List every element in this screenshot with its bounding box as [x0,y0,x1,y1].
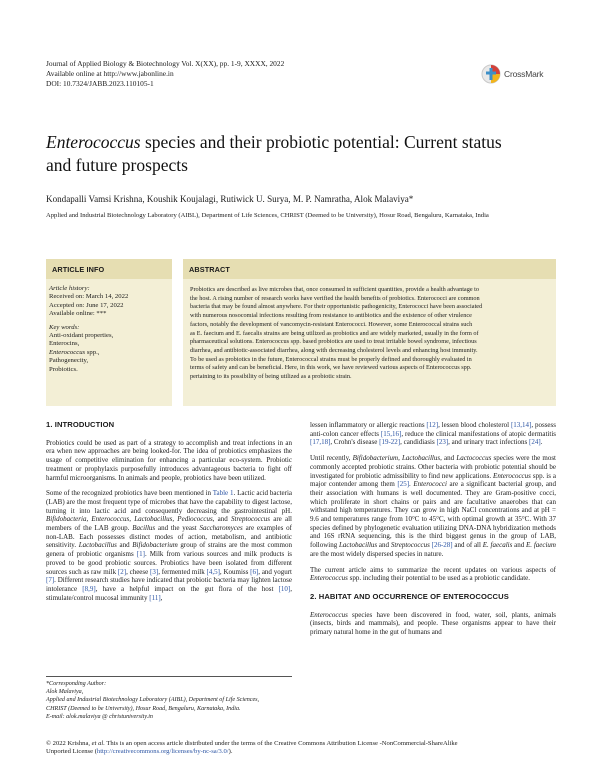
keyword: Probiotics. [49,365,78,373]
license-notice: © 2022 Krishna, et al. This is an open access article distributed under the terms of the Creative Commons Attribution License -NonCommercial-ShareAlike Unported License (http://creativecommons.org/licenses/by-nc-sa/3.0/). [46,740,458,756]
abstract-line: with numerous nosocomial infections resulting from resistance to antibiotics and the existence of other virulence [190,312,472,320]
abstract-line: as E. faecium and E. faecalis strains are being utilized as probiotics and are widely marketed, usually in the form of [190,329,479,337]
table-link[interactable]: Table 1 [212,489,234,498]
keyword [49,349,172,357]
citation-link[interactable]: [7] [46,576,55,585]
keyword: Anti-oxidant properties, [49,332,114,340]
abstract-line: pertaining to its possibility of being utilized as a probiotic strain. [190,373,352,381]
keywords-label: Key words: [49,323,80,331]
keyword-genus: Enterococcus [49,348,86,356]
corresponding-author-footnote: *Corresponding Author: Alok Malaviya, Applied and Industrial Biotechnology Laboratory (AIBL), Department of Life Sciences, CHRIST (Deemed to be University), Hosur Road, Bengaluru, Karnataka, India. E-mail: alok.malaviya @ christuniversity.in [46,676,292,721]
author-email[interactable]: E-mail: alok.malaviya @ christuniversity.in [46,713,153,720]
intro-paragraph-4: Until recently, Bifidobacterium, Lactobacillus, and Lactococcus species were the most commonly accepted probiotic strains. Other bacteria with probiotic potential should be investigated for probiotic admissibility to find new applications. Enterococcus spp. is a major contender among them [25]. Enterococci are a significant bacterial group, and their association with humans is well documented. They are Gram-positive cocci, which proliferate in short chains or pairs and are facultative anaerobes that can withstand high temperatures. They can grow in high NaCl concentrations and at pH = 9.6 and temperatures range from 10°C to 45°C, with optimal growth at 35°C. With 37 species defined by phylogenetic evaluation utilizing DNA-DNA hybridization methods and 16S rRNA sequencing, this is the third biggest genus in the group of LAB, following Lactobacillus and Streptococcus [26-28] and of all E. faecalis and E. faecium are the most widely dispersed species in nature. [310,454,557,558]
article-info-heading: ARTICLE INFO [46,259,172,279]
received-date: Received on: March 14, 2022 [49,293,129,301]
abstract-box [183,259,556,406]
abstract-line: the host. A rising number of research works have verified the health benefits of probiotics. Enterococci are common [190,294,480,302]
citation-link[interactable]: [11] [149,593,161,602]
intro-paragraph-5: The current article aims to summarize the recent updates on various aspects of Enterococcus spp. including their potential to be used as a probiotic candidate. [310,565,556,583]
citation-link[interactable]: [23] [436,438,449,447]
title-line1: species and their probiotic potential: Current status [140,132,502,152]
author-list: Kondapalli Vamsi Krishna, Koushik Koujalagi, Rutiwick U. Surya, M. P. Namratha, Alok Malaviya* [46,194,414,204]
keyword: Enterocins, [49,340,80,348]
accepted-date: Accepted on: June 17, 2022 [49,301,124,309]
left-column [46,421,292,609]
crossmark-icon [481,63,501,85]
keyword: Pathogenecity, [49,357,89,365]
article-title [46,131,556,177]
affiliation: Applied and Industrial Biotechnology Laboratory (AIBL), Department of Life Sciences, CHRIST (Deemed to be University), Hosur Road, Bengaluru, Karnataka, India [46,212,489,219]
abstract-text [183,279,556,382]
section-heading-habitat: 2. HABITAT AND OCCURRENCE OF ENTEROCOCCUS [310,591,509,601]
citation-link[interactable]: [13,14] [510,421,532,429]
abstract-line: pharmaceutical solutions. Enterococcus spp. based probiotics are used to treat irritable bowel syndrome, infectious [190,338,477,346]
habitat-paragraph-1: Enterococcus species have been discovered in food, water, soil, plants, animals (insects, birds and mammals), and people. These organisms appear to have their primary natural home in the gut of humans and [310,610,556,637]
citation-link[interactable]: [3] [150,567,159,576]
article-doi[interactable]: DOI: 10.7324/JABB.2023.110105-1 [46,79,154,89]
abstract-heading: ABSTRACT [183,259,556,279]
citation-link[interactable]: [25] [397,480,410,489]
abstract-line: terms of safety and can be beneficial. Here, in this work, we have reviewed various aspects of Enterococcus spp. [190,364,472,372]
abstract-line: Probiotics are described as live microbes that, once consumed in sufficient quantities, provide a health advantage to [190,286,480,293]
section-heading-introduction: 1. INTRODUCTION [46,420,115,429]
abstract-line: To be used as probiotics in the future, Enterococcal strains must be properly defined and thoroughly evaluated in [190,355,472,363]
citation-link[interactable]: [4,5] [206,567,220,576]
abstract-line: diarrhea, and antibiotic-associated diarrhea, along with decreasing cholesterol levels and enhancing host immunity. [190,346,478,354]
keyword-suffix: spp., [85,348,100,356]
citation-link[interactable]: [1] [136,550,145,559]
journal-header [46,59,446,90]
license-link[interactable]: http://creativecommons.org/licenses/by-nc-sa/3.0/ [96,748,229,756]
abstract-line: bacteria that may be found almost anywhere. For their opportunistic pathogenicity, Enterococci have been associated [190,303,483,311]
journal-website[interactable]: Available online at http://www.jabonline.in [46,69,174,79]
intro-paragraph-1: Probiotics could be used as part of a strategy to accomplish and treat infections in an era when new approaches are being looked-for. The idea of probiotics emphasizes the usage of competitive elimination for enhancing a particular eco-system. Probiotic treatment or prophylaxis purposefully introduces advantageous bacteria to fight off harmful microorganisms. In animals and people, probiotics have been utilized. [46,438,292,482]
crossmark-label: CrossMark [504,69,544,79]
right-column [310,421,556,644]
citation-link[interactable]: [2] [117,567,127,576]
abstract-line: factors, notably the development of vancomycin-resistant Enterococci. However, some Enterococcal strains such [190,320,473,328]
citation-link[interactable]: [10] [278,584,291,593]
citation-link[interactable]: [19-22] [379,438,401,447]
article-info-box [46,259,172,406]
history-label: Article history: [49,285,90,292]
citation-link[interactable]: [12] [426,421,439,429]
title-line2: and future prospects [46,155,188,175]
footnote-divider [46,676,292,677]
citation-link[interactable]: [26-28] [431,541,453,550]
intro-paragraph-2: Some of the recognized probiotics have been mentioned in Table 1. Lactic acid bacteria (LAB) are the most frequent type of microbes that have the capability to digest lactose, turning it into lactic acid and consequently decreasing the gastrointestinal pH. Bifidobacteria, Enterococcus, Lactobacillus, Pediococcus, and Streptococcus are all members of the LAB group. Bacillus and the yeast Saccharomyces are examples of non-LAB. Each possesses distinct modes of action, metabolism, and antibiotic sensitivity. Lactobacillus and Bifidobacterium group of strains are the most common genera of probiotic organisms [1]. Milk from various sources and milk products is proved to be good probiotic sources. Probiotics have been isolated from different sources such as raw milk [2], cheese [3], fermented milk [4,5], Koumiss [6], and yogurt [7]. Different research studies have indicated that probiotic bacteria may lighten lactose intolerance [8,9], have a helpful impact on the gut flora of the host [10], stimulate/control mucosal immunity [11], [46,489,293,602]
journal-citation: Journal of Applied Biology & Biotechnology Vol. X(XX), pp. 1-9, XXXX, 2022 [46,59,285,68]
citation-link[interactable]: [8,9] [82,584,96,593]
intro-paragraph-3: lessen inflammatory or allergic reactions [12], lessen blood cholesterol [13,14], possess anti-colon cancer effects [15,16], reduce the clinical manifestations of atopic dermatitis [17,18], Crohn's disease [19-22], candidiasis [23], and urinary tract infections [24]. [310,421,556,447]
crossmark-badge[interactable] [481,63,557,85]
citation-link[interactable]: [17,18] [310,438,331,447]
citation-link[interactable]: [6] [250,567,259,576]
online-date: Available online: *** [49,310,107,318]
citation-link[interactable]: [15,16] [380,429,402,438]
citation-link[interactable]: [24] [529,438,541,447]
title-genus: Enterococcus [46,132,141,152]
